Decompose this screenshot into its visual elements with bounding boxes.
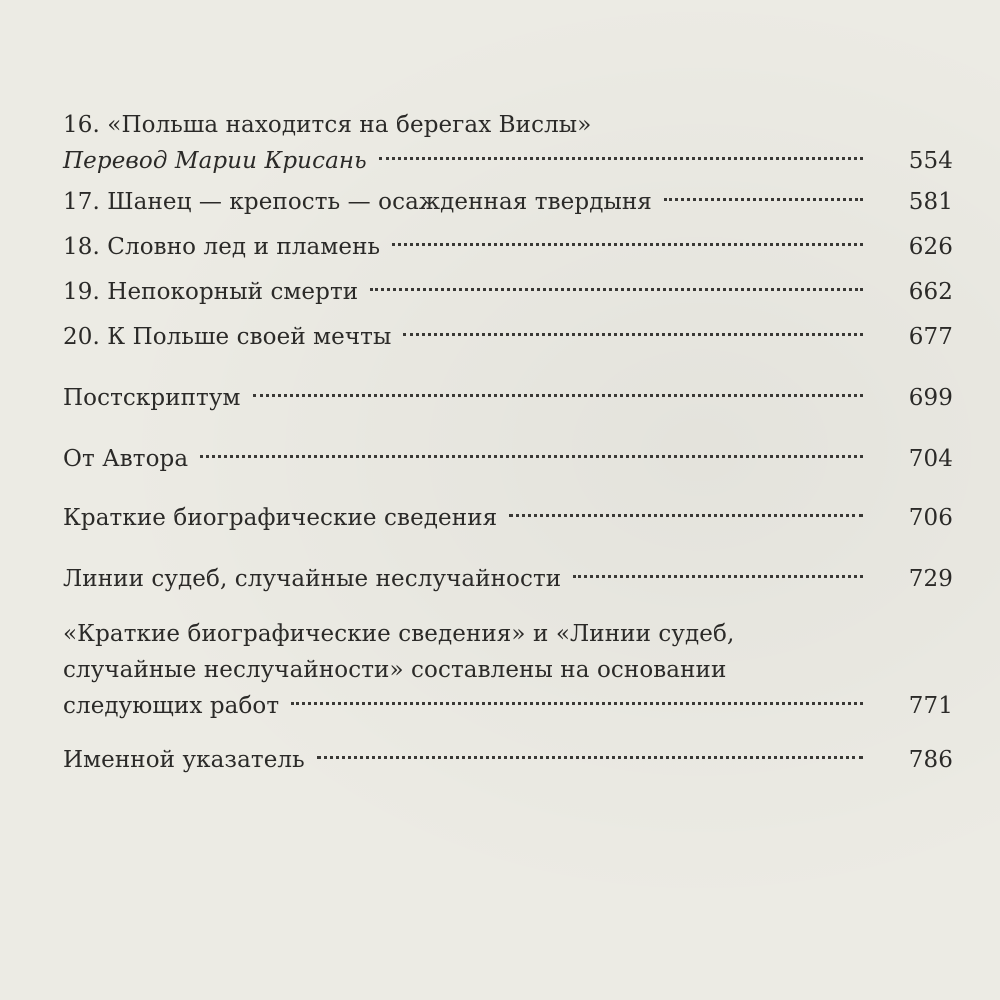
toc-entry-17[interactable] [63, 180, 953, 225]
toc-entry-16-translator: Перевод Марии Крисань [63, 148, 367, 174]
spacer [63, 724, 953, 738]
dot-leader [573, 575, 863, 578]
dot-leader [317, 756, 863, 759]
page-number: 677 [908, 324, 953, 350]
dot-leader [253, 394, 864, 397]
page-number: 581 [908, 189, 953, 215]
toc-entry-title: 18. Словно лед и пламень [63, 234, 381, 260]
toc-entry-index[interactable] [63, 738, 953, 783]
page-number: 554 [908, 148, 953, 174]
toc-entry-title: От Автора [63, 446, 189, 472]
page-number: 662 [908, 279, 953, 305]
dot-leader [509, 514, 863, 517]
page-number: 729 [908, 566, 953, 592]
spacer [63, 421, 953, 437]
toc-entry-16[interactable] [63, 142, 953, 180]
toc-entry-19[interactable] [63, 270, 953, 315]
spacer [63, 482, 953, 496]
toc-entry-title: Линии судеб, случайные неслучайности [63, 566, 562, 592]
toc-entry-title: 17. Шанец — крепость — осажденная твердыня [63, 189, 652, 215]
toc-entry-16-title[interactable]: 16. «Польша находится на берегах Вислы» [63, 112, 592, 138]
page-number: 786 [908, 747, 953, 773]
dot-leader [403, 333, 863, 336]
page-number: 699 [908, 385, 953, 411]
toc-entry-title: следующих работ [63, 693, 280, 719]
spacer [63, 360, 953, 376]
spacer [63, 602, 953, 616]
toc-entry-title: 19. Непокорный смерти [63, 279, 359, 305]
dot-leader [370, 288, 863, 291]
dot-leader [200, 455, 863, 458]
page-number: 706 [908, 505, 953, 531]
page-number: 626 [908, 234, 953, 260]
toc-entry-bio[interactable] [63, 496, 953, 541]
toc-entry-title: Краткие биографические сведения [63, 505, 498, 531]
page-number: 704 [908, 446, 953, 472]
page-number: 771 [908, 693, 953, 719]
toc-entry-20[interactable] [63, 315, 953, 360]
toc-entry-sources[interactable] [63, 688, 953, 724]
toc-entry-fate-lines[interactable] [63, 557, 953, 602]
toc-entry-18[interactable] [63, 225, 953, 270]
toc-entry-title: 20. К Польше своей мечты [63, 324, 392, 350]
spacer [63, 541, 953, 557]
toc-entry-from-author[interactable] [63, 437, 953, 482]
toc-entry-title: Именной указатель [63, 747, 305, 773]
dot-leader [291, 702, 863, 705]
toc-entry-postscript[interactable] [63, 376, 953, 421]
dot-leader [664, 198, 863, 201]
toc-entry-sources-line1[interactable]: «Краткие биографические сведения» и «Линии судеб, [63, 621, 735, 647]
toc-entry-title: Постскриптум [63, 385, 241, 411]
dot-leader [379, 157, 863, 160]
dot-leader [392, 243, 863, 246]
table-of-contents [63, 108, 953, 783]
toc-entry-sources-line2[interactable]: случайные неслучайности» составлены на основании [63, 657, 727, 683]
